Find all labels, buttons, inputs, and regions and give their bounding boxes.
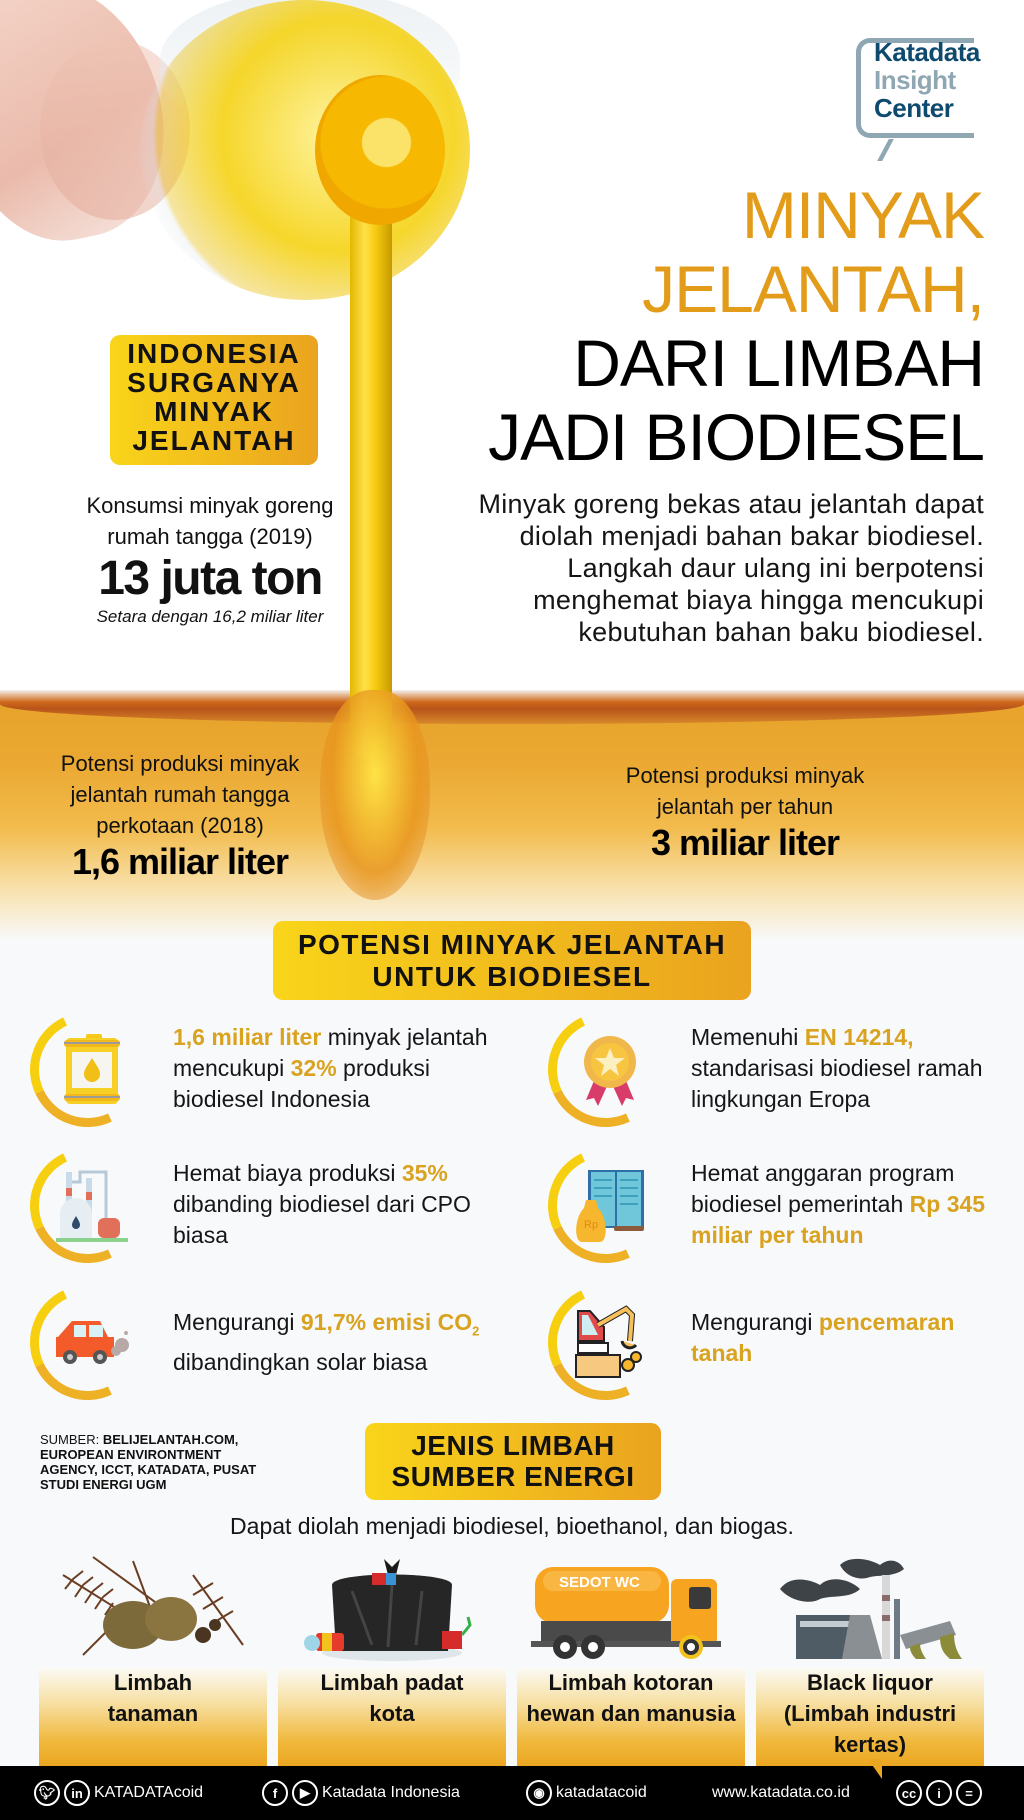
car-exhaust-icon bbox=[52, 1305, 132, 1381]
title-line-4: JADI BIODIESEL bbox=[488, 400, 984, 474]
waste-label-line: Limbah bbox=[113, 1670, 193, 1695]
title-line-1: MINYAK bbox=[741, 178, 984, 252]
stat-label: perkotaan (2018) bbox=[96, 813, 264, 838]
footer-facebook-youtube[interactable] bbox=[262, 1780, 460, 1806]
indonesia-badge bbox=[110, 335, 318, 465]
title-line-3: DARI LIMBAH bbox=[573, 326, 984, 400]
badge-line: SURGANYA bbox=[127, 367, 301, 398]
facebook-icon[interactable]: f bbox=[262, 1780, 288, 1806]
highlight-text: 91,7% emisi CO bbox=[300, 1309, 473, 1335]
header-line: UNTUK BIODIESEL bbox=[372, 961, 652, 992]
logo-text-katadata: Katadata bbox=[874, 37, 980, 67]
title-line-2: JELANTAH, bbox=[642, 252, 984, 326]
waste-label-line: kota bbox=[369, 1701, 415, 1726]
benefit-text bbox=[691, 1307, 1021, 1369]
benefit-text bbox=[173, 1022, 503, 1115]
benefit-text-part: dibandingkan solar biasa bbox=[173, 1348, 428, 1375]
consumption-note: Setara dengan 16,2 miliar liter bbox=[96, 607, 324, 626]
benefit-item bbox=[30, 1148, 490, 1268]
stat-value: 3 miliar liter bbox=[650, 822, 840, 863]
waste-label bbox=[278, 1667, 506, 1729]
instagram-handle[interactable]: katadatacoid bbox=[556, 1784, 647, 1801]
highlight-text: pencemaran tanah bbox=[691, 1309, 955, 1366]
benefit-item bbox=[548, 1012, 1008, 1132]
waste-section-header bbox=[365, 1423, 661, 1500]
stat-label: jelantah rumah tangga bbox=[70, 782, 290, 807]
badge-line: JELANTAH bbox=[132, 425, 296, 456]
website-link[interactable]: www.katadata.co.id bbox=[712, 1784, 850, 1801]
youtube-icon[interactable]: ▶ bbox=[292, 1780, 318, 1806]
oil-barrel-icon bbox=[56, 1032, 128, 1108]
stat-label: jelantah per tahun bbox=[656, 794, 834, 819]
footer-bar bbox=[0, 1766, 1024, 1820]
palm-waste-icon bbox=[53, 1555, 253, 1663]
license-icons bbox=[896, 1780, 982, 1806]
factory-pollution-icon bbox=[770, 1555, 970, 1663]
benefit-text-part: Memenuhi bbox=[691, 1024, 805, 1050]
waste-label-line: tanaman bbox=[107, 1701, 199, 1726]
badge-line: MINYAK bbox=[154, 396, 274, 427]
consumption-stat bbox=[60, 490, 360, 628]
waste-label-line: Limbah padat bbox=[320, 1670, 464, 1695]
annual-potential-stat bbox=[590, 760, 900, 864]
header-line: JENIS LIMBAH bbox=[411, 1430, 615, 1461]
linkedin-icon[interactable]: in bbox=[64, 1780, 90, 1806]
benefit-text bbox=[173, 1158, 503, 1251]
stat-label: Potensi produksi minyak bbox=[625, 763, 865, 788]
factory-icon bbox=[56, 1168, 128, 1244]
oil-stream-image bbox=[350, 200, 392, 760]
waste-label-line: Black liquor bbox=[807, 1670, 933, 1695]
benefit-item bbox=[548, 1148, 1008, 1268]
benefit-text-part: produksi biodiesel Indonesia bbox=[173, 1055, 430, 1112]
page-title bbox=[488, 178, 984, 474]
consumption-label: Konsumsi minyak goreng bbox=[86, 493, 334, 518]
benefit-text-part: standarisasi biodiesel ramah lingkungan Eropa bbox=[691, 1055, 983, 1112]
facebook-youtube-handle[interactable]: Katadata Indonesia bbox=[322, 1784, 460, 1801]
highlight-text: Rp 345 miliar per tahun bbox=[691, 1191, 986, 1248]
waste-label-line: Limbah kotoran bbox=[548, 1670, 714, 1695]
waste-card-black-liquor bbox=[756, 1555, 984, 1766]
waste-label-line: kertas) bbox=[833, 1732, 907, 1757]
benefit-text bbox=[691, 1158, 1021, 1251]
stat-label: Potensi produksi minyak bbox=[60, 751, 300, 776]
truck-label: SEDOT WC bbox=[559, 1574, 640, 1591]
creative-commons-icon: cc bbox=[896, 1780, 922, 1806]
stat-value: 1,6 miliar liter bbox=[71, 841, 289, 882]
katadata-insight-center-logo bbox=[856, 38, 986, 158]
footer-instagram[interactable] bbox=[526, 1780, 647, 1806]
twitter-icon[interactable]: 🐦︎ bbox=[34, 1780, 60, 1806]
consumption-label: rumah tangga (2019) bbox=[107, 524, 313, 549]
intro-paragraph: Minyak goreng bekas atau jelantah dapat diolah menjadi bahan bakar biodiesel. Langkah daur ulang ini berpotensi menghemat biaya hingga mencukupi kebutuhan bahan baku biodiesel. bbox=[478, 489, 984, 647]
waste-card-sewage bbox=[517, 1555, 745, 1766]
urban-household-potential-stat bbox=[30, 748, 330, 883]
benefit-item bbox=[548, 1285, 1008, 1405]
benefit-text-part: Hemat biaya produksi bbox=[173, 1160, 402, 1186]
waste-label-line: (Limbah industri bbox=[783, 1701, 957, 1726]
badge-line: INDONESIA bbox=[127, 338, 301, 369]
excavator-soil-icon bbox=[574, 1305, 646, 1381]
svg-text:Rp: Rp bbox=[584, 1219, 599, 1231]
header-line: SUMBER ENERGI bbox=[391, 1461, 635, 1492]
waste-label bbox=[517, 1667, 745, 1729]
benefit-item bbox=[30, 1012, 490, 1132]
benefit-text bbox=[691, 1022, 1021, 1115]
footer-website[interactable] bbox=[712, 1780, 850, 1806]
benefit-text-part: Mengurangi bbox=[691, 1309, 819, 1335]
attribution-icon: i bbox=[926, 1780, 952, 1806]
benefit-text-part: Mengurangi bbox=[173, 1309, 301, 1335]
waste-label-line: hewan dan manusia bbox=[526, 1701, 736, 1726]
waste-card-municipal bbox=[278, 1555, 506, 1766]
waste-label bbox=[39, 1667, 267, 1729]
instagram-icon[interactable]: ◉ bbox=[526, 1780, 552, 1806]
highlight-text: 32% bbox=[290, 1055, 337, 1081]
highlight-text: 2 bbox=[472, 1323, 480, 1339]
header-line: POTENSI MINYAK JELANTAH bbox=[297, 929, 727, 960]
bottle-cap-image bbox=[315, 75, 445, 225]
logo-text-insight: Insight bbox=[874, 65, 956, 95]
waste-section-subtitle: Dapat diolah menjadi biodiesel, bioethanol, dan biogas. bbox=[230, 1513, 794, 1539]
benefit-text-part: minyak jelantah mencukupi bbox=[173, 1024, 488, 1081]
sources-note bbox=[40, 1432, 280, 1492]
benefit-item bbox=[30, 1285, 490, 1405]
benefit-text-part: Hemat anggaran program biodiesel pemerintah bbox=[691, 1160, 955, 1217]
consumption-value: 13 juta ton bbox=[98, 552, 322, 605]
benefits-section-header bbox=[273, 921, 751, 1000]
budget-book-icon bbox=[574, 1168, 646, 1244]
benefit-text-part: dibanding biodiesel dari CPO biasa bbox=[173, 1191, 471, 1248]
highlight-text: 1,6 miliar liter bbox=[173, 1024, 322, 1050]
highlight-text: 35% bbox=[401, 1160, 448, 1186]
sources-lead: SUMBER: bbox=[40, 1432, 103, 1447]
garbage-bag-icon bbox=[292, 1555, 492, 1663]
highlight-text: EN 14214, bbox=[804, 1024, 914, 1050]
twitter-linkedin-handle[interactable]: KATADATAcoid bbox=[94, 1784, 204, 1801]
waste-card-plant bbox=[39, 1555, 267, 1766]
waste-label bbox=[756, 1667, 984, 1760]
no-derivatives-icon: = bbox=[956, 1780, 982, 1806]
septic-truck-icon bbox=[531, 1555, 731, 1663]
medal-icon bbox=[574, 1032, 646, 1108]
footer-twitter-linkedin[interactable] bbox=[34, 1780, 203, 1806]
oil-splash-image bbox=[320, 690, 430, 900]
logo-text-center: Center bbox=[874, 93, 954, 123]
benefit-text bbox=[173, 1307, 503, 1378]
sources-list: BELIJELANTAH.COM, EUROPEAN ENVIRONTMENT AGENCY, ICCT, KATADATA, PUSAT STUDI ENERGI UGM bbox=[40, 1432, 257, 1492]
